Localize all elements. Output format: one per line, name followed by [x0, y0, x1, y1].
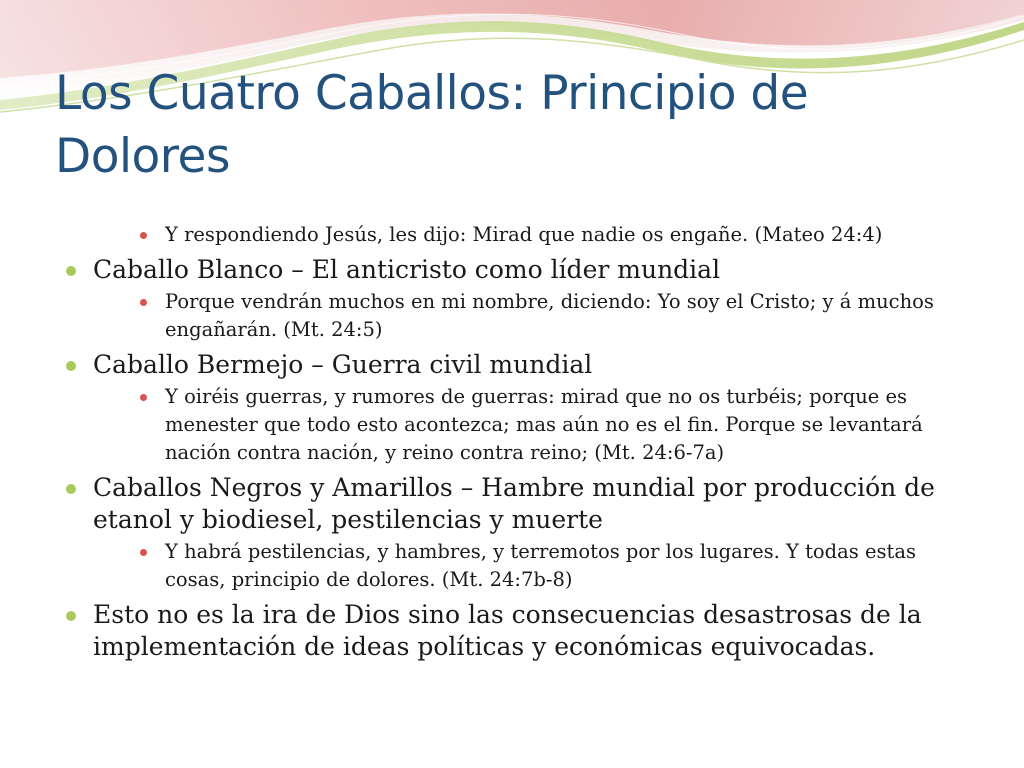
- slide-title: Los Cuatro Caballos: Principio de Dolores: [55, 66, 809, 184]
- bullet-text: Porque vendrán muchos en mi nombre, diciendo: Yo soy el Cristo; y á muchos engañarán. (Mt. 24:5): [165, 290, 934, 341]
- bullet-item: [60, 599, 960, 663]
- bullet-list: [60, 219, 960, 663]
- bullet-item: [60, 349, 960, 381]
- sub-bullet-item: [60, 383, 960, 467]
- bullet-item: [60, 254, 960, 286]
- bullet-item: [60, 472, 960, 536]
- bullet-dot-icon: [140, 394, 147, 401]
- bullet-text: Esto no es la ira de Dios sino las consecuencias desastrosas de la implementación de ideas políticas y económicas equivocadas.: [93, 600, 922, 661]
- bullet-dot-icon: [66, 266, 76, 276]
- bullet-text: Caballo Blanco – El anticristo como líder mundial: [93, 255, 721, 284]
- bullet-text: Caballos Negros y Amarillos – Hambre mundial por producción de etanol y biodiesel, pestilencias y muerte: [93, 473, 935, 534]
- sub-bullet-item: [60, 288, 960, 344]
- bullet-text: Y oiréis guerras, y rumores de guerras: mirad que no os turbéis; porque es menester que todo esto acontezca; mas aún no es el fin. Porque se levantará nación contra nación, y reino contra reino; (Mt. 24:6-7a): [165, 385, 923, 464]
- bullet-dot-icon: [66, 611, 76, 621]
- bullet-text: Y respondiendo Jesús, les dijo: Mirad que nadie os engañe. (Mateo 24:4): [165, 223, 883, 246]
- bullet-dot-icon: [66, 484, 76, 494]
- bullet-dot-icon: [140, 549, 147, 556]
- bullet-dot-icon: [140, 299, 147, 306]
- bullet-text: Y habrá pestilencias, y hambres, y terremotos por los lugares. Y todas estas cosas, principio de dolores. (Mt. 24:7b-8): [165, 540, 917, 591]
- sub-bullet-item: [60, 221, 960, 249]
- sub-bullet-item: [60, 538, 960, 594]
- bullet-dot-icon: [140, 232, 147, 239]
- bullet-text: Caballo Bermejo – Guerra civil mundial: [93, 350, 593, 379]
- bullet-dot-icon: [66, 361, 76, 371]
